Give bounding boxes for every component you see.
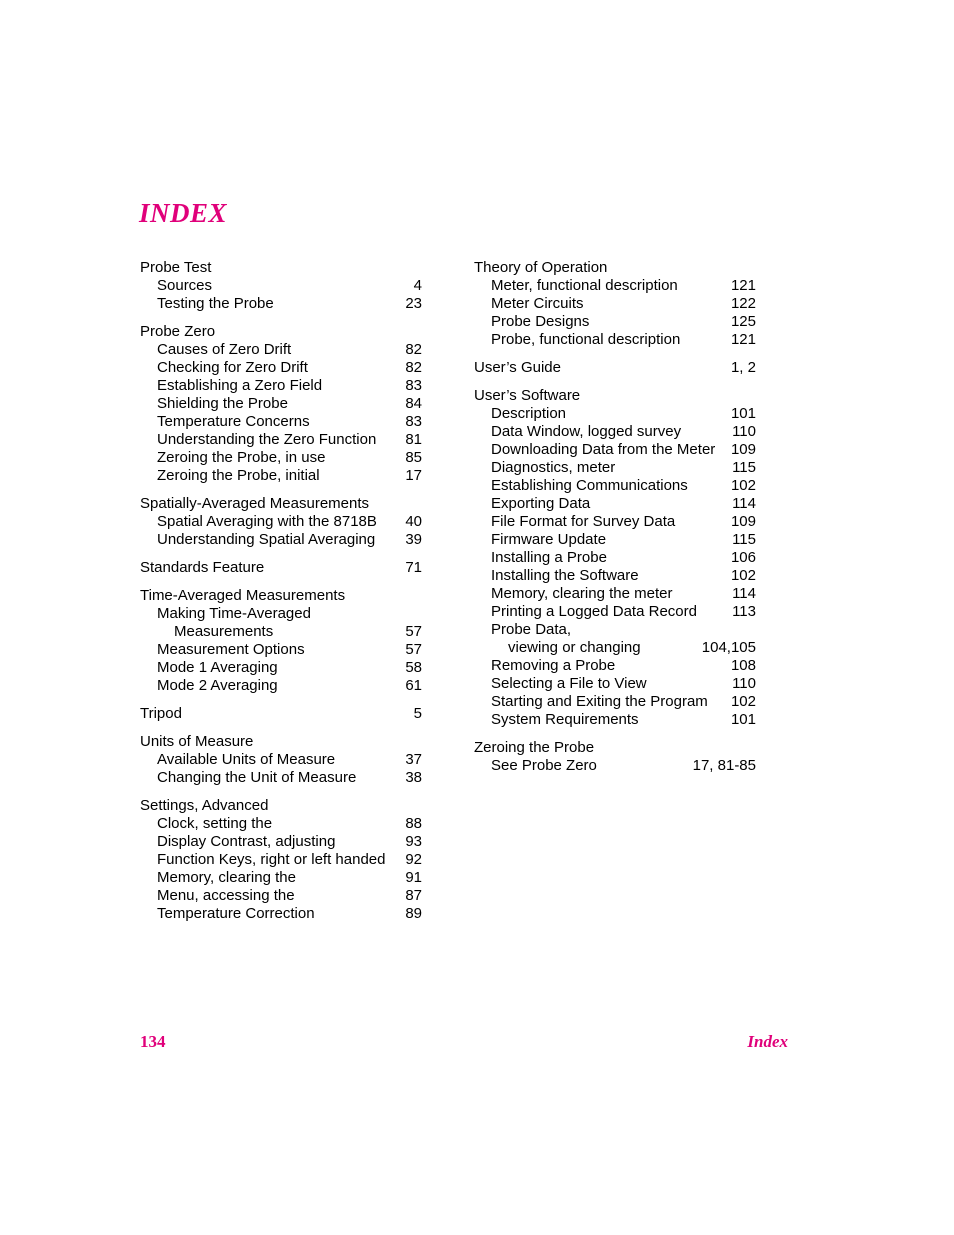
index-subentry-row <box>474 295 756 313</box>
index-subentry: Zeroing the Probe, in use <box>157 449 326 466</box>
index-subentry-row <box>140 377 422 395</box>
index-subentry: Checking for Zero Drift <box>157 359 308 376</box>
index-subentry: Diagnostics, meter <box>491 459 616 476</box>
index-subentry-page: 108 <box>730 657 756 674</box>
index-subentry-page: 89 <box>405 905 422 922</box>
index-entry <box>140 587 422 695</box>
index-subentry-row <box>140 531 422 549</box>
index-subentry: Probe Designs <box>491 313 590 330</box>
index-subentry: Probe, functional description <box>491 331 681 348</box>
index-subentry-row <box>474 459 756 477</box>
index-entry <box>474 259 756 349</box>
index-subentry-page: 121 <box>730 277 756 294</box>
index-subentry-page: 115 <box>732 459 756 476</box>
index-subentry-page: 125 <box>730 313 756 330</box>
index-column-left <box>140 259 422 933</box>
index-subentry-page: 17 <box>405 467 422 484</box>
index-entry <box>140 559 422 577</box>
index-subentry-page: 106 <box>730 549 756 566</box>
index-subentry-page: 88 <box>405 815 422 832</box>
index-subentry-page: 121 <box>730 331 756 348</box>
index-subentry-page: 102 <box>730 567 756 584</box>
index-entry <box>140 705 422 723</box>
index-subentry-page: 101 <box>730 711 756 728</box>
index-subentry-page: 82 <box>405 359 422 376</box>
index-subentry-row <box>140 605 422 623</box>
index-subentry: Probe Data, <box>491 621 572 638</box>
index-subentry-row <box>474 639 756 657</box>
index-heading-row <box>140 495 422 513</box>
index-subentry-page: 101 <box>730 405 756 422</box>
index-heading-row <box>140 323 422 341</box>
index-subentry-page: 93 <box>405 833 422 850</box>
index-subentry: Selecting a File to View <box>491 675 647 692</box>
index-subentry-page: 83 <box>405 377 422 394</box>
index-subentry-page: 57 <box>405 623 422 640</box>
index-subentry-page: 92 <box>405 851 422 868</box>
index-subentry-page: 82 <box>405 341 422 358</box>
index-subentry-row <box>140 815 422 833</box>
index-subentry-row <box>140 659 422 677</box>
index-subentry-page: 110 <box>732 423 756 440</box>
index-subentry-page: 57 <box>405 641 422 658</box>
index-subentry-page: 84 <box>405 395 422 412</box>
index-subentry-page: 81 <box>405 431 422 448</box>
index-heading: Probe Test <box>140 259 212 276</box>
index-heading-row <box>140 259 422 277</box>
index-subentry-row <box>474 531 756 549</box>
index-subentry: Menu, accessing the <box>157 887 295 904</box>
index-subentry: Installing the Software <box>491 567 639 584</box>
index-subentry: Testing the Probe <box>157 295 274 312</box>
index-heading: Zeroing the Probe <box>474 739 595 756</box>
index-heading: Units of Measure <box>140 733 254 750</box>
index-subentry-row <box>140 769 422 787</box>
index-subentry-row <box>474 657 756 675</box>
index-subentry: Display Contrast, adjusting <box>157 833 336 850</box>
index-subentry-page: 113 <box>732 603 756 620</box>
index-subentry-row <box>474 711 756 729</box>
index-heading: Standards Feature <box>140 559 265 576</box>
index-heading: Tripod <box>140 705 182 722</box>
index-subentry-page: 110 <box>732 675 756 692</box>
index-subentry: Temperature Concerns <box>157 413 310 430</box>
index-subentry-page: 122 <box>730 295 756 312</box>
index-subentry-page: 91 <box>405 869 422 886</box>
index-subentry: Data Window, logged survey <box>491 423 682 440</box>
page-title: INDEX <box>139 198 228 228</box>
index-heading-row <box>140 797 422 815</box>
index-subentry: See Probe Zero <box>491 757 597 774</box>
index-subentry-row <box>474 513 756 531</box>
index-subentry: Causes of Zero Drift <box>157 341 292 358</box>
index-subentry: File Format for Survey Data <box>491 513 676 530</box>
index-heading: Time-Averaged Measurements <box>140 587 346 604</box>
index-subentry: Mode 1 Averaging <box>157 659 278 676</box>
index-heading-page: 5 <box>413 705 422 722</box>
index-subentry: Firmware Update <box>491 531 607 548</box>
index-entry <box>140 733 422 787</box>
index-subentry-page: 4 <box>413 277 422 294</box>
index-subentry-page: 23 <box>405 295 422 312</box>
index-entry <box>140 495 422 549</box>
index-heading: Theory of Operation <box>474 259 608 276</box>
index-subentry-row <box>140 641 422 659</box>
index-heading-row <box>474 739 756 757</box>
index-subentry: Changing the Unit of Measure <box>157 769 357 786</box>
index-subentry-row <box>474 549 756 567</box>
index-subentry-page: 102 <box>730 477 756 494</box>
index-subentry: Starting and Exiting the Program <box>491 693 708 710</box>
index-heading-row <box>140 705 422 723</box>
index-subentry: Mode 2 Averaging <box>157 677 278 694</box>
index-heading-row <box>474 387 756 405</box>
index-subentry-row <box>474 621 756 639</box>
index-subentry: Meter Circuits <box>491 295 584 312</box>
index-subentry-page: 83 <box>405 413 422 430</box>
index-subentry-row <box>140 905 422 923</box>
index-subentry-page: 114 <box>732 495 756 512</box>
index-subentry-page: 37 <box>405 751 422 768</box>
index-heading: Probe Zero <box>140 323 216 340</box>
index-entry <box>474 739 756 775</box>
index-heading: Spatially-Averaged Measurements <box>140 495 370 512</box>
index-heading-row <box>474 259 756 277</box>
index-subentry-page: 61 <box>405 677 422 694</box>
index-heading-page: 71 <box>405 559 422 576</box>
index-heading: User’s Guide <box>474 359 561 376</box>
index-subentry-page: 115 <box>732 531 756 548</box>
index-subentry: Removing a Probe <box>491 657 616 674</box>
index-subentry-row <box>140 623 422 641</box>
index-subentry-row <box>474 693 756 711</box>
page-number: 134 <box>140 1032 166 1051</box>
index-subentry: Description <box>491 405 567 422</box>
index-subentry-row <box>474 423 756 441</box>
index-subentry-page: 39 <box>405 531 422 548</box>
index-subentry-row <box>140 449 422 467</box>
index-subentry: Making Time-Averaged <box>157 605 311 622</box>
index-subentry-row <box>474 477 756 495</box>
index-heading: Settings, Advanced <box>140 797 269 814</box>
index-subentry: Downloading Data from the Meter <box>491 441 716 458</box>
index-subentry-row <box>474 585 756 603</box>
index-subentry-row <box>140 359 422 377</box>
index-subentry-row <box>140 513 422 531</box>
index-entry <box>474 387 756 729</box>
index-subentry: Spatial Averaging with the 8718B <box>157 513 377 530</box>
index-subentry-row <box>140 887 422 905</box>
index-subentry-row <box>474 405 756 423</box>
index-subentry-page: 17, 81-85 <box>692 757 756 774</box>
index-subentry: Memory, clearing the meter <box>491 585 673 602</box>
index-subentry-row <box>140 277 422 295</box>
index-subentry: Measurements <box>174 623 274 640</box>
index-heading: User’s Software <box>474 387 581 404</box>
index-subentry-page: 109 <box>730 441 756 458</box>
footer-section-title: Index <box>747 1032 788 1051</box>
index-subentry-row <box>474 441 756 459</box>
index-subentry: Printing a Logged Data Record <box>491 603 697 620</box>
index-subentry-row <box>140 869 422 887</box>
index-entry <box>140 323 422 485</box>
index-subentry: Exporting Data <box>491 495 591 512</box>
index-subentry-row <box>474 331 756 349</box>
index-subentry: Measurement Options <box>157 641 305 658</box>
index-column-right <box>474 259 756 785</box>
index-subentry-row <box>474 675 756 693</box>
index-subentry: Establishing Communications <box>491 477 688 494</box>
index-subentry: Understanding the Zero Function <box>157 431 377 448</box>
index-subentry-row <box>140 677 422 695</box>
index-heading-row <box>140 559 422 577</box>
index-subentry-row <box>140 751 422 769</box>
index-subentry: Meter, functional description <box>491 277 678 294</box>
index-heading-page: 1, 2 <box>730 359 756 376</box>
index-subentry: Temperature Correction <box>157 905 315 922</box>
index-subentry-page: 102 <box>730 693 756 710</box>
index-subentry-row <box>140 431 422 449</box>
index-subentry-row <box>140 341 422 359</box>
index-subentry-row <box>474 567 756 585</box>
index-subentry-page: 58 <box>405 659 422 676</box>
index-subentry-row <box>140 295 422 313</box>
index-subentry: Clock, setting the <box>157 815 273 832</box>
index-subentry-page: 104,105 <box>701 639 756 656</box>
index-subentry-page: 87 <box>405 887 422 904</box>
index-subentry: Zeroing the Probe, initial <box>157 467 320 484</box>
index-subentry: Establishing a Zero Field <box>157 377 323 394</box>
index-subentry-row <box>140 833 422 851</box>
index-subentry-page: 38 <box>405 769 422 786</box>
index-heading-row <box>140 733 422 751</box>
index-subentry-row <box>474 313 756 331</box>
index-subentry-row <box>474 277 756 295</box>
index-subentry: Shielding the Probe <box>157 395 288 412</box>
index-subentry-row <box>140 851 422 869</box>
index-entry <box>140 797 422 923</box>
index-subentry-page: 40 <box>405 513 422 530</box>
index-subentry-page: 85 <box>405 449 422 466</box>
index-subentry: Installing a Probe <box>491 549 607 566</box>
index-subentry-row <box>140 395 422 413</box>
index-subentry: Memory, clearing the <box>157 869 296 886</box>
index-entry <box>474 359 756 377</box>
index-subentry: System Requirements <box>491 711 639 728</box>
index-heading-row <box>140 587 422 605</box>
index-subentry: viewing or changing <box>508 639 641 656</box>
index-subentry-page: 109 <box>730 513 756 530</box>
index-subentry: Understanding Spatial Averaging <box>157 531 376 548</box>
index-subentry: Sources <box>157 277 213 294</box>
index-subentry-row <box>474 603 756 621</box>
index-subentry: Available Units of Measure <box>157 751 336 768</box>
index-subentry-row <box>140 413 422 431</box>
index-subentry-row <box>140 467 422 485</box>
index-entry <box>140 259 422 313</box>
index-subentry: Function Keys, right or left handed <box>157 851 386 868</box>
index-subentry-page: 114 <box>732 585 756 602</box>
index-heading-row <box>474 359 756 377</box>
index-subentry-row <box>474 495 756 513</box>
index-subentry-row <box>474 757 756 775</box>
